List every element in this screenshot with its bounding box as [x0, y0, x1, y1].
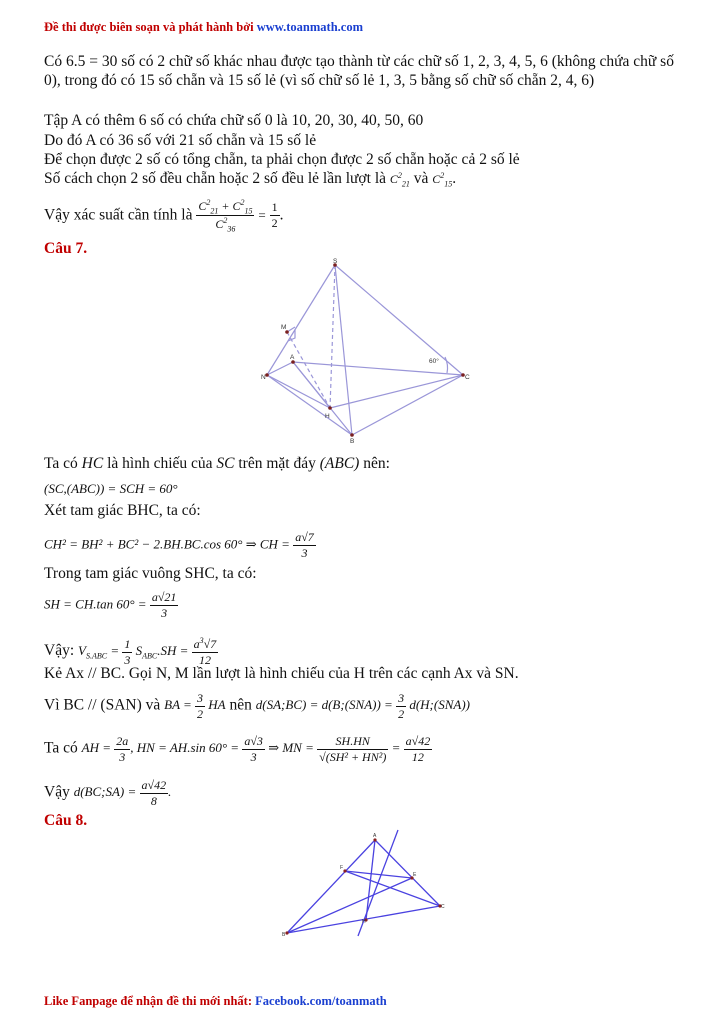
- combination-c15: $C^2_{15}$: [432, 171, 453, 189]
- paragraph-count: Có 6.5 = 30 số có 2 chữ số khác nhau được tạo thành từ các chữ số 1, 2, 3, 4, 5, 6 (không chứa chữ số 0), trong đó có 15 số chẵn và 15 số lẻ (vì số chữ số lẻ 1, 3, 5 bằng số chữ số chẵn 2, 4, 6): [44, 53, 674, 89]
- figure-triangle: [280, 828, 450, 938]
- label-m: M: [281, 324, 287, 331]
- proj-hc: HC: [81, 455, 104, 472]
- line-triangle-shc: Trong tam giác vuông SHC, ta có:: [44, 565, 257, 582]
- proj-abc: (ABC): [319, 455, 360, 472]
- label-h: H: [362, 919, 366, 925]
- label-angle: 60°: [429, 358, 439, 365]
- line-volume: [44, 636, 218, 668]
- line-projection: [44, 455, 390, 473]
- line-condition: Để chọn được 2 số có tổng chẵn, ta phải chọn được 2 số chẵn hoặc cả 2 số lẻ: [44, 151, 520, 168]
- label-s: S: [333, 258, 338, 265]
- label-b: B: [350, 438, 355, 445]
- formula-ch-text: CH² = BH² + BC² − 2.BH.BC.cos 60° ⇒ CH =: [44, 536, 290, 552]
- proj-sc: SC: [216, 455, 235, 472]
- probability-result: $\frac{1}{2}$: [271, 200, 278, 231]
- probability-text: Vậy xác suất cần tính là: [44, 206, 193, 224]
- question-7-title: Câu 7.: [44, 240, 88, 257]
- line-ways: Số cách chọn 2 số đều chẵn hoặc 2 số đều lẻ lần lượt là $C^2_{21}$ và $C^2_{15}$.: [44, 170, 457, 189]
- volume-label: Vậy:: [44, 641, 75, 659]
- label-c: C: [441, 904, 445, 910]
- header-site-link[interactable]: www.toanmath.com: [256, 20, 363, 34]
- formula-sh-text: SH = CH.tan 60° =: [44, 596, 147, 612]
- figure-pyramid: [255, 255, 480, 445]
- ratio-ba: BA = $\frac{3}{2}$ HA: [164, 691, 226, 721]
- footer-facebook-link[interactable]: Facebook.com/toanmath: [255, 994, 387, 1008]
- final-formula: d(BC;SA) = $\frac{a√42}{8}$ .: [73, 778, 172, 808]
- ah-formula: AH = $\frac{2a}{3}$ , HN = AH.sin 60° = $\frac{a√3}{3}$ ⇒ MN = $\frac{SH.HN}{\text{√(SH² + HN²)}}$ = $\frac{a√42}{12}$: [81, 734, 431, 764]
- formula-sh: [44, 590, 178, 621]
- footer-text: Like Fanpage để nhận đề thi mới nhất:: [44, 994, 256, 1008]
- line-construction: Kẻ Ax // BC. Gọi N, M lần lượt là hình chiếu của H trên các cạnh Ax và SN.: [44, 665, 519, 682]
- ratio-text-2: nên: [229, 696, 252, 714]
- page-footer: [44, 994, 387, 1009]
- formula-angle: (SC,(ABC)) = SCH = 60°: [44, 481, 178, 496]
- proj-text-4: nên:: [359, 455, 390, 472]
- ways-and: và: [413, 170, 429, 187]
- ratio-text-1: Vì BC // (SAN) và: [44, 696, 161, 714]
- ch-fraction: $\frac{a√7}{3}$: [295, 530, 314, 560]
- label-f: F: [340, 865, 344, 871]
- label-a: A: [290, 354, 295, 361]
- proj-text-1: Ta có: [44, 455, 82, 472]
- question-8-title: Câu 8.: [44, 812, 88, 829]
- proj-text-3: trên mặt đáy: [234, 455, 320, 472]
- ah-text: Ta có: [44, 739, 78, 757]
- line-probability: Vậy xác suất cần tính là $\frac{C^2_{21} + C^2_{15}}{C^2_{36}}$ = $\frac{1}{2}$ .: [44, 198, 284, 234]
- page-header: [44, 20, 363, 35]
- line-set-a: Tập A có thêm 6 số có chứa chữ số 0 là 10, 20, 30, 40, 50, 60: [44, 112, 424, 129]
- line-final: [44, 778, 171, 809]
- proj-text-2: là hình chiếu của: [103, 455, 217, 472]
- final-text: Vậy: [44, 783, 70, 801]
- label-c: C: [465, 374, 470, 381]
- combination-c21: $C^2_{21}$: [389, 171, 410, 189]
- volume-formula: $V_{S.ABC}$ = $\frac{1}{3}$ $S_{ABC}.SH$ = $\frac{a^3√7}{12}$: [78, 636, 217, 667]
- probability-fraction: $\frac{C^2_{21} + C^2_{15}}{C^2_{36}}$: [198, 198, 253, 234]
- label-a: A: [373, 833, 377, 839]
- label-h: H: [325, 413, 330, 420]
- line-triangle-bhc: Xét tam giác BHC, ta có:: [44, 502, 201, 519]
- formula-ch: [44, 530, 316, 561]
- line-total: Do đó A có 36 số với 21 số chẵn và 15 số lẻ: [44, 132, 317, 149]
- line-distance-ratio: [44, 691, 470, 722]
- sh-fraction: $\frac{a√21}{3}$: [151, 590, 177, 620]
- label-n: N: [261, 374, 266, 381]
- label-b: B: [282, 932, 286, 938]
- ratio-distance: d(SA;BC) = d(B;(SNA)) = $\frac{3}{2}$ d(H;(SNA)): [255, 691, 470, 721]
- ways-text: Số cách chọn 2 số đều chẵn hoặc 2 số đều lẻ lần lượt là: [44, 170, 386, 187]
- label-e: E: [413, 872, 417, 878]
- line-ah-hn: [44, 734, 432, 765]
- header-text: Đề thi được biên soạn và phát hành bởi: [44, 20, 257, 34]
